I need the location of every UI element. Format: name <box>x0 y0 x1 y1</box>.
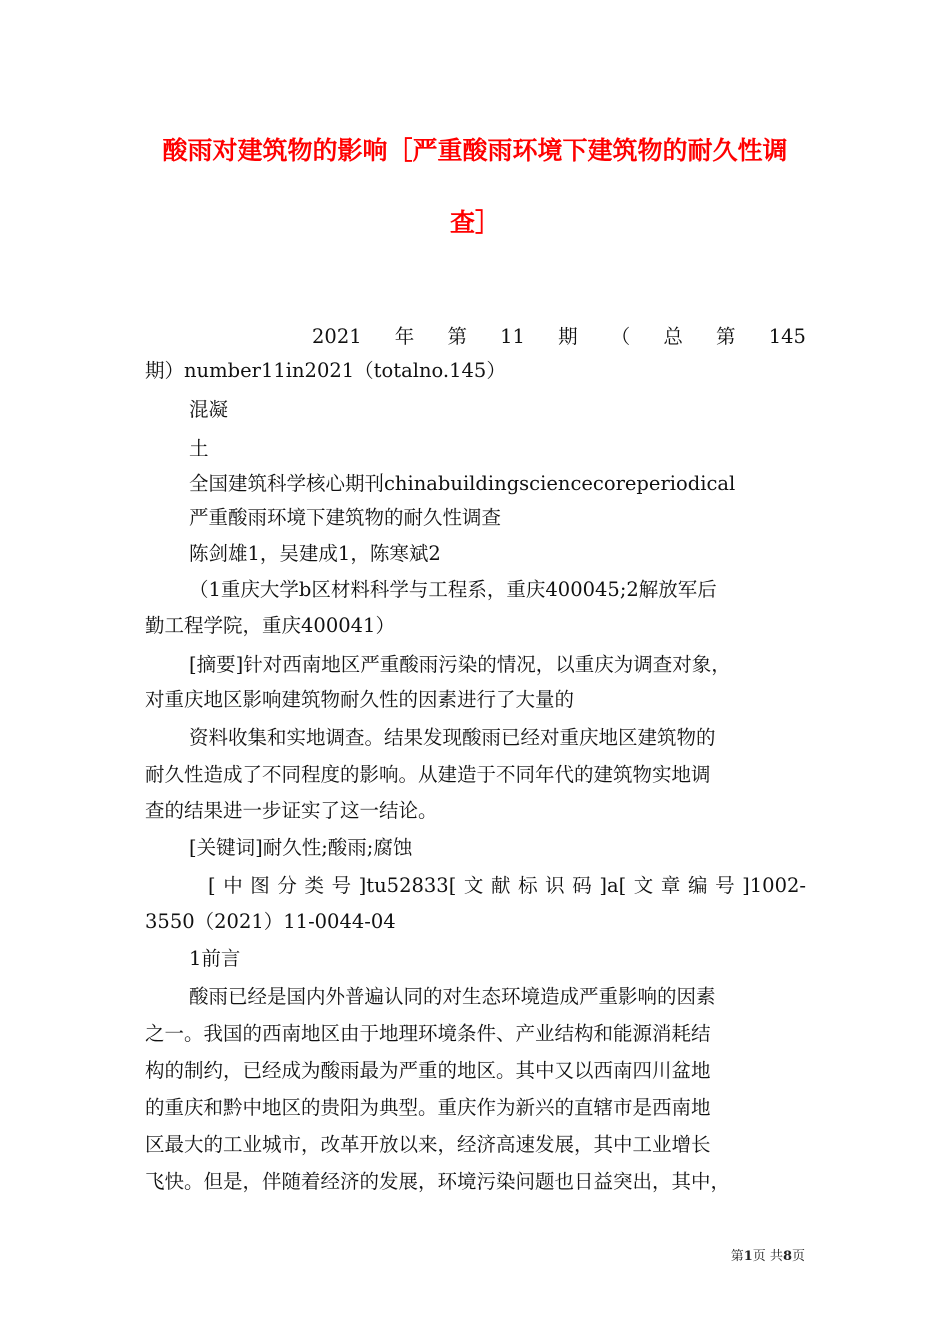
body-line: 构的制约，已经成为酸雨最为严重的地区。其中又以西南四川盆地 <box>145 1059 711 1082</box>
issue-token: 145 <box>768 325 806 348</box>
classification-token: ]1002- <box>742 874 806 897</box>
classification-token: 码 <box>572 874 592 897</box>
document-title-line-2: 查］ <box>449 208 500 237</box>
abstract-line: 耐久性造成了不同程度的影响。从建造于不同年代的建筑物实地调 <box>145 763 711 786</box>
classification-token: 文 <box>463 874 484 897</box>
classification-token: 献 <box>490 874 511 897</box>
issue-token: 第 <box>716 325 736 348</box>
article-authors: 陈剑雄1，吴建成1，陈寒斌2 <box>189 542 441 565</box>
classification-token: 识 <box>545 874 565 897</box>
document-title-line-1: 酸雨对建筑物的影响［严重酸雨环境下建筑物的耐久性调 <box>162 136 788 165</box>
abstract-line: 对重庆地区影响建筑物耐久性的因素进行了大量的 <box>145 688 575 711</box>
abstract-line: 资料收集和实地调查。结果发现酸雨已经对重庆地区建筑物的 <box>189 726 716 749</box>
footer-suffix: 页 <box>791 1249 805 1264</box>
issue-token: 年 <box>394 325 415 348</box>
classification-token: 中 <box>223 874 243 897</box>
classification-line-continued: 3550（2021）11-0044-04 <box>145 910 396 933</box>
journal-name-part-2: 土 <box>189 437 209 460</box>
abstract-line: [摘要]针对西南地区严重酸雨污染的情况，以重庆为调查对象， <box>189 653 731 676</box>
classification-token: 号 <box>331 874 352 897</box>
body-line: 酸雨已经是国内外普遍认同的对生态环境造成严重影响的因素 <box>189 985 716 1008</box>
issue-line-continued: 期）number11in2021（totalno.145） <box>145 359 506 382</box>
section-heading: 1前言 <box>189 947 241 970</box>
classification-token: ]a[ <box>599 874 627 897</box>
classification-token: 编 <box>687 874 708 897</box>
issue-token: 2021 <box>312 325 362 348</box>
classification-token: 章 <box>660 874 681 897</box>
classification-token: 分 <box>277 874 297 897</box>
current-page-number: 1 <box>743 1249 753 1264</box>
issue-token: 总 <box>663 325 683 348</box>
footer-middle: 页 共 <box>752 1249 783 1264</box>
classification-token: 图 <box>250 874 270 897</box>
body-line: 区最大的工业城市，改革开放以来，经济高速发展，其中工业增长 <box>145 1133 711 1156</box>
classification-token: 标 <box>518 874 538 897</box>
classification-token: [ <box>208 874 216 897</box>
issue-token: （ <box>610 325 631 348</box>
issue-token: 11 <box>500 325 525 348</box>
total-page-number: 8 <box>782 1249 792 1264</box>
footer-prefix: 第 <box>730 1249 744 1264</box>
issue-token: 第 <box>447 325 467 348</box>
body-line: 之一。我国的西南地区由于地理环境条件、产业结构和能源消耗结 <box>145 1022 711 1045</box>
abstract-line: 查的结果进一步证实了这一结论。 <box>145 799 438 822</box>
classification-token: ]tu52833[ <box>358 874 457 897</box>
issue-token: 期 <box>558 325 578 348</box>
page-number-footer <box>731 1245 805 1264</box>
keywords-line: [关键词]耐久性;酸雨;腐蚀 <box>189 836 413 859</box>
classification-token: 文 <box>633 874 654 897</box>
article-title: 严重酸雨环境下建筑物的耐久性调查 <box>189 506 502 529</box>
journal-name-part-1: 混凝 <box>189 398 229 421</box>
author-affiliation-line-1: （1重庆大学b区材料科学与工程系，重庆400045;2解放军后 <box>189 578 717 601</box>
author-affiliation-line-2: 勤工程学院，重庆400041） <box>145 614 395 637</box>
classification-line <box>208 872 806 900</box>
classification-token: 类 <box>304 874 324 897</box>
body-line: 飞快。但是，伴随着经济的发展，环境污染问题也日益突出，其中， <box>145 1170 731 1193</box>
issue-line <box>312 323 806 351</box>
classification-token: 号 <box>715 874 735 897</box>
journal-core-line: 全国建筑科学核心期刊chinabuildingsciencecoreperiodical <box>189 472 736 495</box>
body-line: 的重庆和黔中地区的贵阳为典型。重庆作为新兴的直辖市是西南地 <box>145 1096 711 1119</box>
